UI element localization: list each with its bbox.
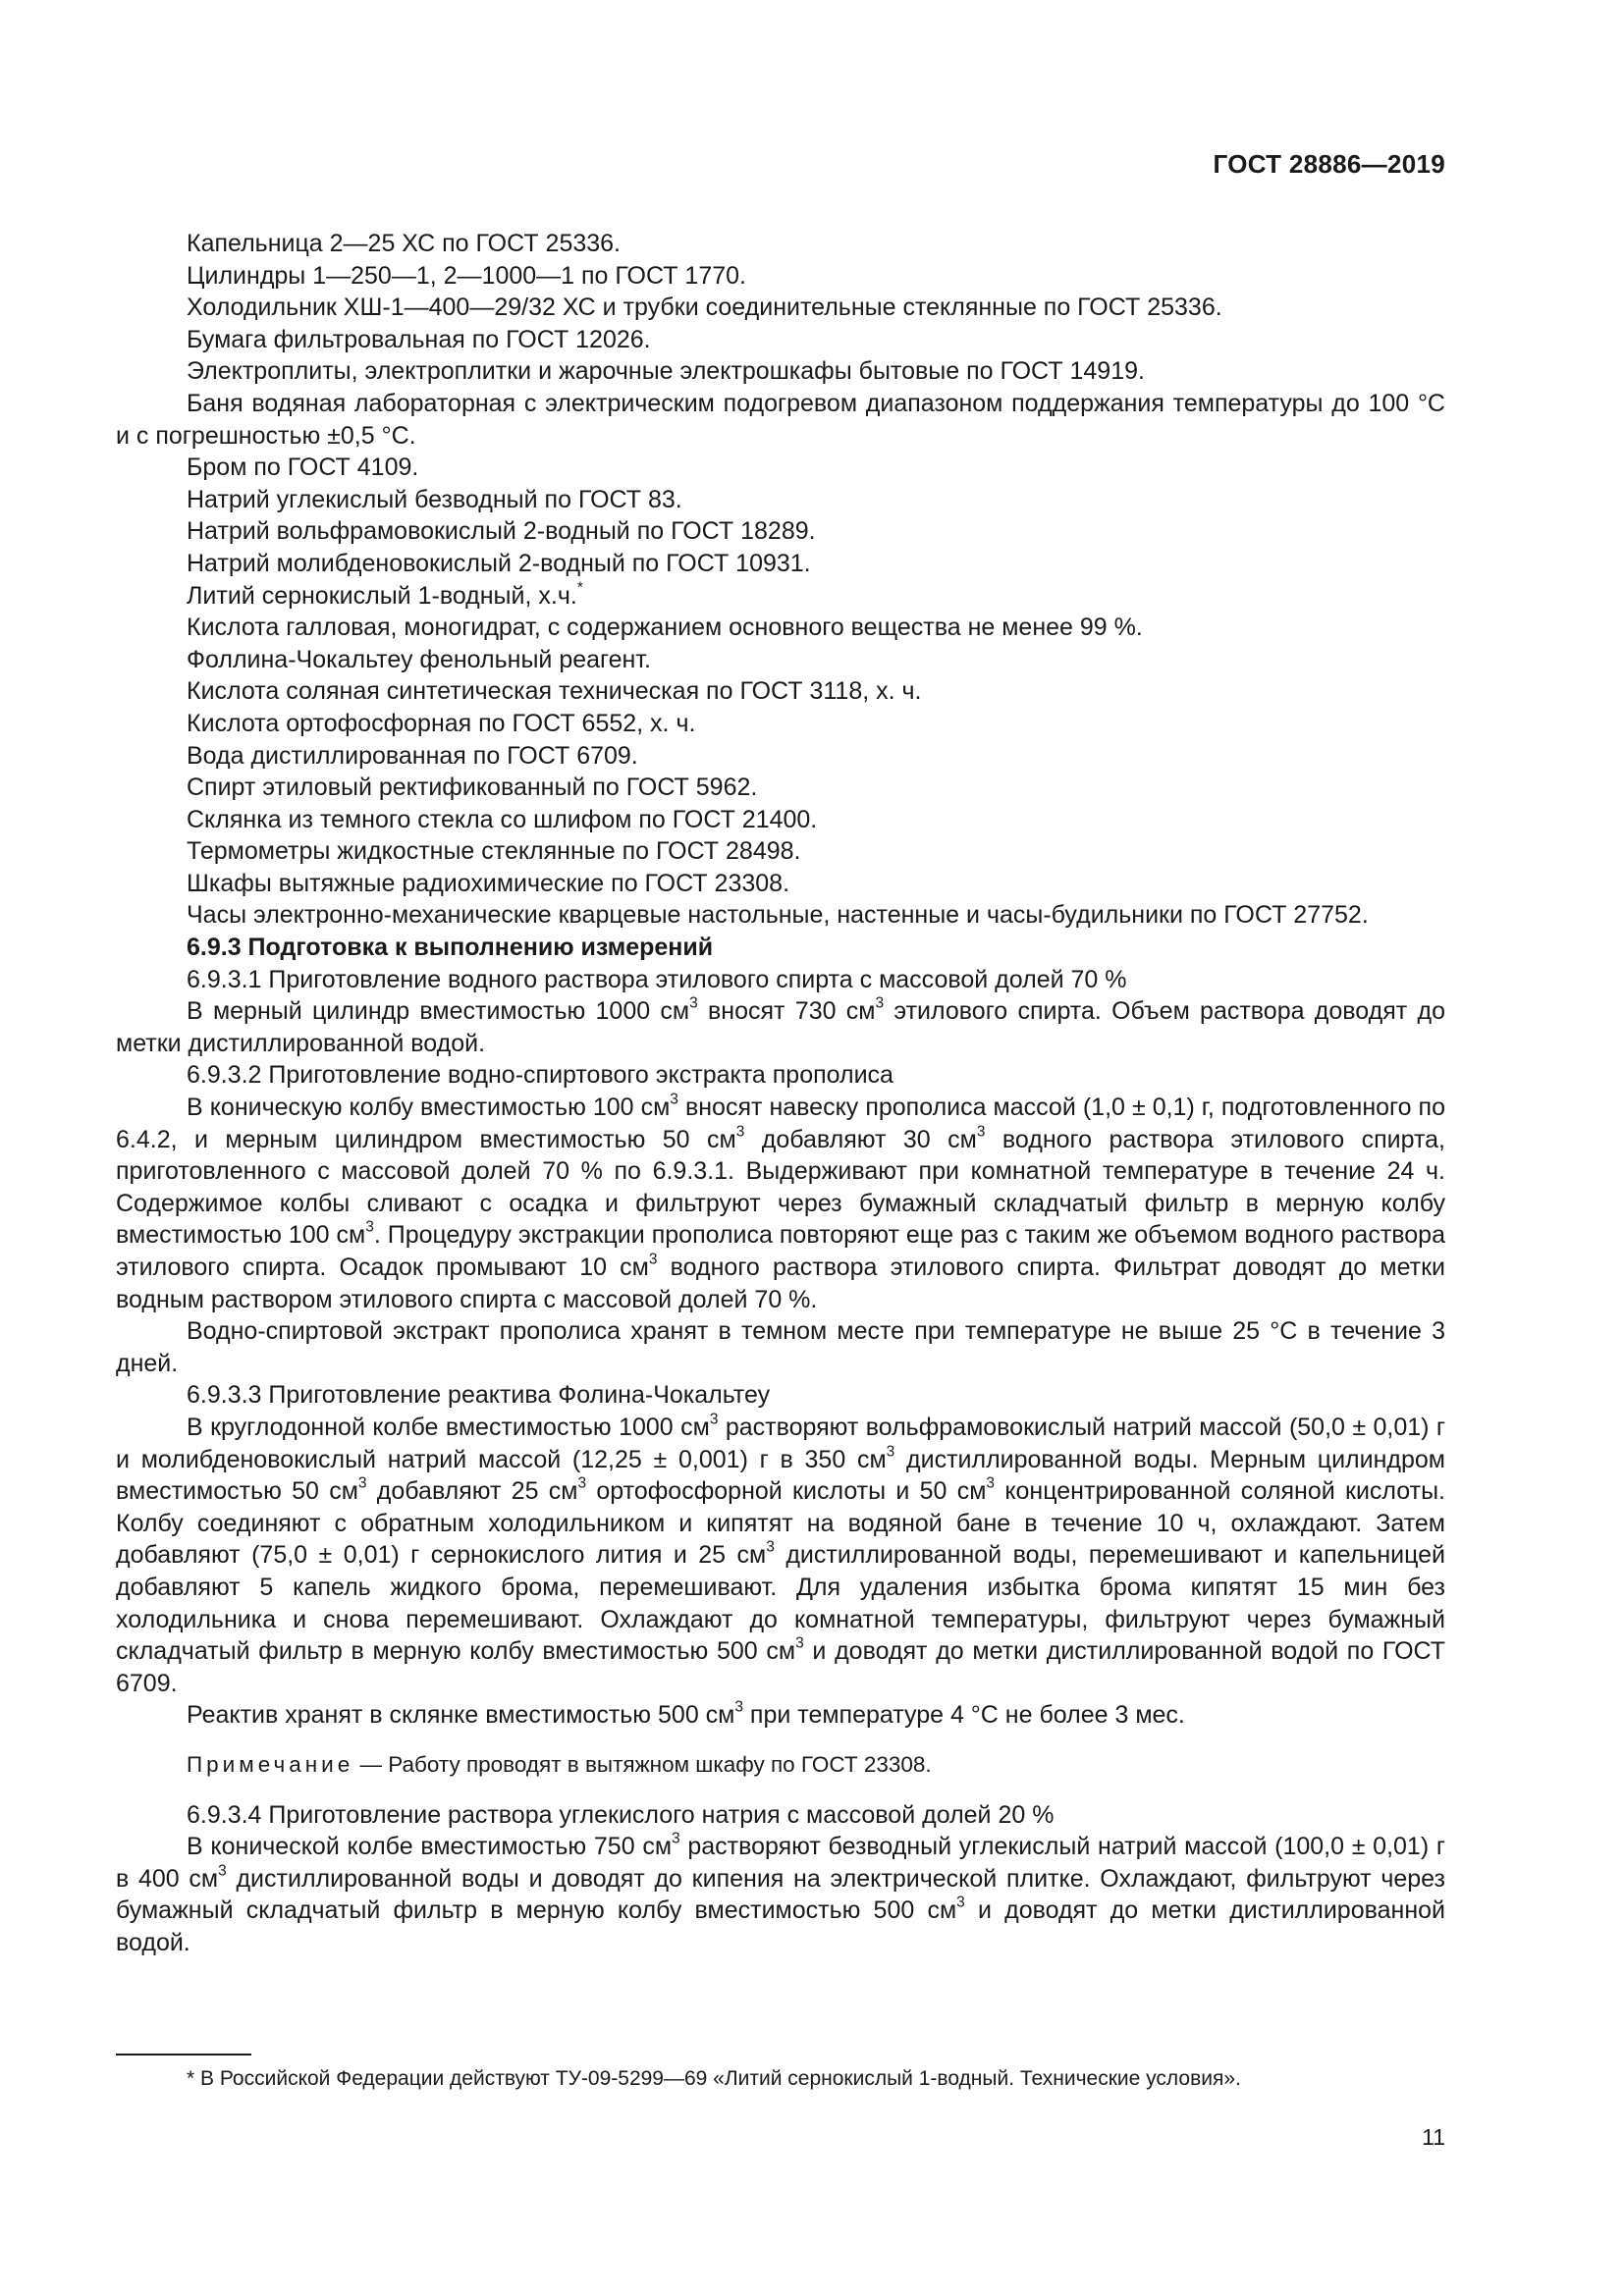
subsection-heading-6-9-3-1: 6.9.3.1 Приготовление водного раствора этилового спирта с массовой долей 70 %	[187, 965, 1127, 993]
reagent-item: Натрий вольфрамовокислый 2-водный по ГОСТ 18289.	[187, 517, 816, 546]
superscript: 3	[886, 1442, 895, 1460]
equipment-item: Часы электронно-механические кварцевые настольные, настенные и часы-будильники по ГОСТ 27752.	[187, 901, 1369, 930]
superscript: 3	[795, 1634, 804, 1652]
reagent-item: Натрий углекислый безводный по ГОСТ 83.	[187, 485, 682, 513]
superscript: 3	[956, 1894, 965, 1911]
superscript: 3	[648, 1251, 658, 1268]
reagent-text: Литий сернокислый 1-водный, х.ч.	[187, 581, 577, 610]
equipment-item: Термометры жидкостные стеклянные по ГОСТ 28498.	[187, 837, 801, 866]
document-id-header: ГОСТ 28886—2019	[1213, 149, 1445, 179]
storage-text-6-9-3-3: Реактив хранят в склянке вместимостью 500 $см^3$ при температуре 4 °С не более 3 мес.	[187, 1698, 1185, 1730]
equipment-item: Цилиндры 1—250—1, 2—1000—1 по ГОСТ 1770.	[187, 261, 746, 290]
page-body	[116, 228, 1445, 1958]
superscript: 3	[735, 1123, 745, 1140]
superscript: 3	[766, 1538, 775, 1556]
equipment-item: Капельница 2—25 ХС по ГОСТ 25336.	[187, 230, 622, 257]
document-page	[116, 0, 1445, 2296]
equipment-item: Баня водяная лабораторная с электрическим подогревом диапазоном поддержания температуры до 100 °С и с погрешностью ±0,5 °С.	[116, 389, 1445, 450]
equipment-item: Склянка из темного стекла со шлифом по ГОСТ 21400.	[187, 805, 818, 833]
superscript: 3	[976, 1123, 986, 1140]
subsection-text-6-9-3-1: В мерный цилиндр вместимостью 1000 $см^3$ вносят 730 $см^3$ этилового спирта. Объем раствора доводят до метки дистиллированной водой.	[116, 994, 1446, 1057]
reagent-item: Фоллина-Чокальтеу фенольный реагент.	[187, 645, 651, 673]
superscript: 3	[986, 1474, 996, 1492]
reagent-item: Бром по ГОСТ 4109.	[187, 454, 419, 482]
subsection-heading-6-9-3-3: 6.9.3.3 Приготовление реактива Фолина-Чокальтеу	[187, 1381, 771, 1410]
superscript: 3	[689, 994, 698, 1012]
note	[116, 1749, 1445, 1782]
note-text: — Работу проводят в вытяжном шкафу по ГОСТ 23308.	[353, 1751, 932, 1777]
subsection-text-6-9-3-3: В круглодонной колбе вместимостью 1000 $см^3$ растворяют вольфрамовокислый натрий массой (50,0 ± 0,01) г и молибденовокислый натрий массой (12,25 ± 0,001) г в 350 $см^3$ дистиллированной воды. Мерным цилиндром вместимостью 50 $см^3$ добавляют 25 $см^3$ ортофосфорной кислоты и 50 $см^3$ концентрированной соляной кислоты. Колбу соединяют с обратным холодильником и кипятят на водяной бане в течение 10 ч, охлаждают. Затем добавляют (75,0 ± 0,01) г сернокислого лития и 25 $см^3$ дистиллированной воды, перемешивают и капельницей добавляют 5 капель жидкого брома, перемешивают. Для удаления избытка брома кипятят 15 мин без холодильника и снова перемешивают. Охлаждают до комнатной температуры, фильтруют через бумажный складчатый фильтр в мерную колбу вместимостью 500 $см^3$ и доводят до метки дистиллированной водой по ГОСТ 6709.	[116, 1411, 1446, 1697]
reagent-item: Спирт этиловый ректификованный по ГОСТ 5962.	[187, 774, 758, 802]
superscript: 3	[875, 994, 885, 1012]
footnote-divider	[116, 2054, 251, 2056]
equipment-item: Электроплиты, электроплитки и жарочные электрошкафы бытовые по ГОСТ 14919.	[187, 357, 1145, 386]
subsection-heading-6-9-3-4: 6.9.3.4 Приготовление раствора углекислого натрия с массовой долей 20 %	[187, 1800, 1055, 1829]
reagent-item: Вода дистиллированная по ГОСТ 6709.	[187, 741, 638, 770]
section-heading-6-9-3: 6.9.3 Подготовка к выполнению измерений	[187, 934, 714, 962]
superscript: 3	[709, 1411, 719, 1428]
subsection-text-6-9-3-2: В коническую колбу вместимостью 100 $см^3$ вносят навеску прополиса массой (1,0 ± 0,1) г, подготовленного по 6.4.2, и мерным цилиндром вместимостью 50 $см^3$ добавляют 30 $см^3$ водного раствора этилового спирта, приготовленного с массовой долей 70 % по 6.9.3.1. Выдерживают при комнатной температуре в течение 24 ч. Содержимое колбы сливают с осадка и фильтруют через бумажный складчатый фильтр в мерную колбу вместимостью 100 $см^3$. Процедуру экстракции прополиса повторяют еще раз с таким же объемом водного раствора этилового спирта. Осадок промывают 10 $см^3$ водного раствора этилового спирта. Фильтрат доводят до метки водным раствором этилового спирта с массовой долей 70 %.	[116, 1091, 1445, 1313]
subsection-heading-6-9-3-2: 6.9.3.2 Приготовление водно-спиртового экстракта прополиса	[187, 1061, 893, 1090]
superscript: 3	[670, 1091, 678, 1108]
note-label: Примечание	[187, 1751, 354, 1777]
superscript: 3	[218, 1862, 227, 1880]
footnote-marker: *	[576, 578, 583, 596]
page-number: 11	[1422, 2124, 1445, 2150]
reagent-item: Кислота галловая, моногидрат, с содержанием основного вещества не менее 99 %.	[187, 614, 1143, 642]
equipment-item: Шкафы вытяжные радиохимические по ГОСТ 23308.	[187, 869, 790, 897]
superscript: 3	[577, 1474, 587, 1492]
reagent-item: Кислота ортофосфорная по ГОСТ 6552, х. ч.	[187, 709, 696, 737]
reagent-item: Кислота соляная синтетическая техническая по ГОСТ 3118, х. ч.	[187, 677, 922, 706]
storage-text-6-9-3-2: Водно-спиртовой экстракт прополиса хранят в темном месте при температуре не выше 25 °С в течение 3 дней.	[116, 1317, 1445, 1377]
subsection-text-6-9-3-4: В конической колбе вместимостью 750 $см^3$ растворяют безводный углекислый натрий массой (100,0 ± 0,01) г в 400 $см^3$ дистиллированной воды и доводят до кипения на электрической плитке. Охлаждают, фильтруют через бумажный складчатый фильтр в мерную колбу вместимостью 500 $см^3$ и доводят до метки дистиллированной водой.	[116, 1830, 1446, 1956]
equipment-item: Холодильник ХШ-1—400—29/32 ХС и трубки соединительные стеклянные по ГОСТ 25336.	[187, 294, 1222, 322]
reagent-item	[116, 580, 1445, 613]
footnote: * В Российской Федерации действуют ТУ-09-5299—69 «Литий сернокислый 1-водный. Технические условия».	[187, 2067, 1241, 2090]
superscript: 3	[365, 1218, 374, 1236]
superscript: 3	[672, 1830, 680, 1847]
superscript: 3	[357, 1474, 367, 1492]
reagent-item: Натрий молибденовокислый 2-водный по ГОСТ 10931.	[187, 549, 811, 577]
superscript: 3	[734, 1698, 743, 1716]
equipment-item: Бумага фильтровальная по ГОСТ 12026.	[187, 325, 651, 353]
